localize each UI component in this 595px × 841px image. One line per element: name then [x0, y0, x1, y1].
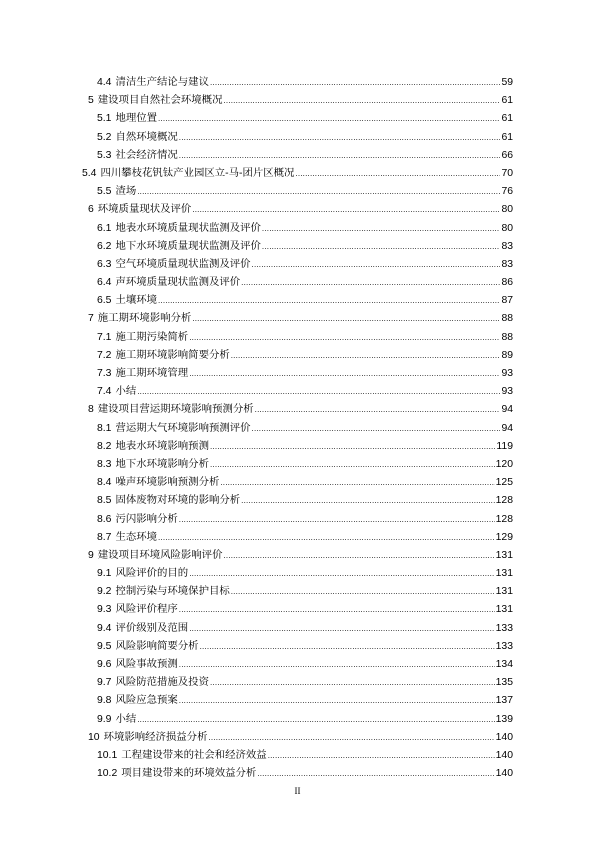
- toc-entry-page-number: 80: [501, 204, 513, 216]
- toc-entry-title: 风险影响简要分析: [115, 640, 199, 652]
- toc-entry-title: 地表水环境质量现状监测及评价: [115, 222, 261, 234]
- toc-entry-page-number: 140: [495, 768, 513, 780]
- toc-entry-number: 6.2: [97, 240, 112, 252]
- toc-dot-leader: [158, 110, 500, 128]
- toc-dot-leader: [241, 492, 495, 510]
- toc-entry-title: 小结: [115, 386, 137, 398]
- toc-entry-page-number: 61: [501, 131, 513, 143]
- toc-section-entry[interactable]: [82, 492, 513, 510]
- toc-entry-title: 地表水环境影响预测: [115, 440, 209, 452]
- toc-entry-page-number: 70: [501, 167, 513, 179]
- toc-entry-number: 10.1: [97, 749, 118, 761]
- toc-section-entry[interactable]: [82, 74, 513, 92]
- toc-dot-leader: [189, 565, 494, 583]
- toc-section-entry[interactable]: [82, 220, 513, 238]
- toc-section-entry[interactable]: [82, 565, 513, 583]
- toc-entry-number: 5.2: [97, 131, 112, 143]
- toc-entry-title: 渣场: [115, 186, 137, 198]
- toc-entry-page-number: 89: [501, 349, 513, 361]
- toc-chapter-entry[interactable]: [82, 92, 513, 110]
- toc-dot-leader: [179, 511, 495, 529]
- toc-dot-leader: [179, 129, 501, 147]
- toc-section-entry[interactable]: [82, 438, 513, 456]
- toc-entry-title: 环境影响经济损益分析: [103, 731, 208, 743]
- toc-entry-page-number: 93: [501, 368, 513, 379]
- toc-entry-number: 9.9: [97, 713, 112, 725]
- toc-entry-page-number: 119: [496, 440, 513, 452]
- toc-section-entry[interactable]: [82, 511, 513, 529]
- toc-entry-page-number: 88: [501, 313, 513, 325]
- toc-dot-leader: [189, 620, 494, 638]
- toc-section-entry[interactable]: [82, 583, 513, 601]
- toc-section-entry[interactable]: [82, 383, 513, 401]
- toc-entry-title: 施工期环境影响分析: [97, 313, 192, 325]
- toc-dot-leader: [192, 310, 500, 328]
- toc-entry-page-number: 140: [495, 731, 513, 743]
- toc-entry-title: 施工期环境管理: [115, 368, 189, 379]
- toc-section-entry[interactable]: [82, 747, 513, 765]
- toc-entry-page-number: 83: [501, 240, 513, 252]
- toc-entry-title: 清洁生产结论与建议: [115, 77, 209, 88]
- toc-entry-page-number: 86: [501, 277, 513, 289]
- toc-entry-number: 6.4: [97, 277, 112, 289]
- toc-entry-page-number: 137: [495, 695, 513, 707]
- toc-entry-number: 9.3: [97, 604, 112, 616]
- toc-entry-title: 建设项目自然社会环境概况: [97, 95, 223, 107]
- toc-entry-number: 5.5: [97, 186, 112, 198]
- toc-dot-leader: [210, 456, 495, 474]
- toc-entry-page-number: 125: [495, 477, 513, 489]
- toc-entry-title: 社会经济情况: [115, 149, 178, 161]
- toc-dot-leader: [192, 201, 500, 219]
- toc-dot-leader: [268, 747, 495, 765]
- toc-entry-page-number: 134: [495, 659, 513, 670]
- toc-entry-number: 9.2: [97, 586, 112, 598]
- toc-dot-leader: [257, 765, 494, 783]
- toc-chapter-entry[interactable]: [82, 729, 513, 747]
- toc-entry-number: 5: [88, 95, 94, 107]
- toc-section-entry[interactable]: [82, 656, 513, 674]
- toc-dot-leader: [137, 711, 494, 729]
- toc-entry-number: 6.5: [97, 295, 112, 307]
- toc-entry-title: 施工期环境影响简要分析: [115, 349, 230, 361]
- toc-dot-leader: [255, 401, 501, 419]
- toc-entry-page-number: 120: [495, 458, 513, 470]
- toc-dot-leader: [220, 474, 494, 492]
- toc-entry-page-number: 87: [501, 295, 513, 307]
- toc-chapter-entry[interactable]: [82, 310, 513, 328]
- toc-entry-page-number: 133: [495, 622, 513, 634]
- toc-section-entry[interactable]: [82, 692, 513, 710]
- toc-entry-page-number: 131: [495, 586, 513, 598]
- toc-entry-title: 控制污染与环境保护目标: [115, 586, 230, 598]
- toc-section-entry[interactable]: [82, 256, 513, 274]
- toc-entry-number: 9.7: [97, 677, 112, 689]
- toc-entry-title: 风险事故预测: [115, 659, 178, 670]
- toc-section-entry[interactable]: [82, 183, 513, 201]
- toc-entry-number: 10: [88, 731, 100, 743]
- toc-chapter-entry[interactable]: [82, 547, 513, 565]
- toc-dot-leader: [262, 220, 501, 238]
- toc-entry-number: 9.1: [97, 568, 112, 580]
- toc-entry-number: 6.1: [97, 222, 112, 234]
- toc-section-entry[interactable]: [82, 238, 513, 256]
- toc-entry-page-number: 94: [501, 422, 513, 434]
- toc-dot-leader: [210, 74, 500, 92]
- toc-section-entry[interactable]: [82, 674, 513, 692]
- toc-entry-number: 7.2: [97, 349, 112, 361]
- toc-section-entry[interactable]: [82, 165, 513, 183]
- toc-entry-page-number: 128: [495, 495, 513, 507]
- toc-entry-number: 5.3: [97, 149, 112, 161]
- toc-entry-page-number: 131: [495, 604, 513, 616]
- toc-entry-number: 8.7: [97, 531, 112, 543]
- toc-entry-number: 8.3: [97, 458, 112, 470]
- toc-dot-leader: [210, 674, 495, 692]
- toc-entry-title: 营运期大气环境影响预测评价: [115, 422, 251, 434]
- toc-entry-page-number: 131: [495, 568, 513, 580]
- toc-entry-title: 地下水环境质量现状监测及评价: [115, 240, 261, 252]
- toc-entry-page-number: 139: [495, 713, 513, 725]
- toc-dot-leader: [189, 365, 500, 383]
- toc-section-entry[interactable]: [82, 456, 513, 474]
- toc-section-entry[interactable]: [82, 765, 513, 783]
- toc-entry-page-number: 135: [495, 677, 513, 689]
- toc-entry-title: 声环境质量现状监测及评价: [115, 277, 241, 289]
- toc-entry-number: 7.1: [97, 331, 112, 343]
- toc-chapter-entry[interactable]: [82, 201, 513, 219]
- toc-entry-page-number: 133: [495, 640, 513, 652]
- toc-section-entry[interactable]: [82, 347, 513, 365]
- toc-entry-title: 固体废物对环境的影响分析: [115, 495, 241, 507]
- toc-entry-number: 9.8: [97, 695, 112, 707]
- toc-entry-page-number: 61: [501, 113, 513, 125]
- toc-entry-page-number: 66: [501, 149, 513, 161]
- toc-dot-leader: [252, 420, 501, 438]
- toc-dot-leader: [295, 165, 500, 183]
- toc-dot-leader: [179, 601, 495, 619]
- toc-section-entry[interactable]: [82, 274, 513, 292]
- toc-section-entry[interactable]: [82, 147, 513, 165]
- toc-entry-title: 评价级别及范围: [115, 622, 189, 634]
- toc-entry-title: 项目建设带来的环境效益分析: [121, 768, 257, 780]
- toc-dot-leader: [179, 656, 495, 674]
- toc-entry-title: 风险评价程序: [115, 604, 178, 616]
- toc-entry-number: 10.2: [97, 768, 118, 780]
- toc-dot-leader: [179, 692, 495, 710]
- toc-entry-number: 9: [88, 549, 94, 561]
- toc-dot-leader: [137, 383, 500, 401]
- toc-entry-number: 4.4: [97, 77, 112, 88]
- toc-entry-title: 环境质量现状及评价: [97, 204, 192, 216]
- toc-entry-page-number: 94: [501, 404, 513, 416]
- toc-entry-title: 风险评价的目的: [115, 568, 189, 580]
- toc-entry-page-number: 93: [501, 386, 513, 398]
- toc-dot-leader: [179, 147, 501, 165]
- toc-dot-leader: [252, 256, 501, 274]
- toc-entry-page-number: 83: [501, 258, 513, 270]
- toc-section-entry[interactable]: [82, 129, 513, 147]
- toc-entry-number: 8.2: [97, 440, 112, 452]
- toc-entry-number: 8.6: [97, 513, 112, 525]
- toc-entry-title: 自然环境概况: [115, 131, 178, 143]
- toc-entry-title: 地理位置: [115, 113, 158, 125]
- toc-entry-page-number: 61: [501, 95, 513, 107]
- toc-entry-page-number: 80: [501, 222, 513, 234]
- toc-entry-title: 风险防范措施及投资: [115, 677, 209, 689]
- toc-entry-page-number: 59: [501, 77, 513, 88]
- toc-section-entry[interactable]: [82, 620, 513, 638]
- toc-dot-leader: [223, 92, 500, 110]
- toc-entry-title: 噪声环境影响预测分析: [115, 477, 220, 489]
- toc-entry-number: 9.4: [97, 622, 112, 634]
- toc-entry-title: 四川攀枝花钒钛产业园区立-马-团片区概况: [100, 167, 295, 179]
- toc-section-entry[interactable]: [82, 365, 513, 383]
- toc-entry-page-number: 129: [495, 531, 513, 543]
- toc-dot-leader: [231, 583, 495, 601]
- toc-dot-leader: [208, 729, 494, 747]
- toc-entry-number: 5.1: [97, 113, 112, 125]
- toc-section-entry[interactable]: [82, 601, 513, 619]
- toc-section-entry[interactable]: [82, 638, 513, 656]
- toc-section-entry[interactable]: [82, 711, 513, 729]
- toc-entry-title: 施工期污染简析: [115, 331, 189, 343]
- toc-chapter-entry[interactable]: [82, 401, 513, 419]
- toc-entry-number: 7.3: [97, 368, 112, 379]
- toc-entry-number: 8: [88, 404, 94, 416]
- toc-dot-leader: [158, 529, 495, 547]
- toc-dot-leader: [223, 547, 494, 565]
- toc-entry-number: 9.5: [97, 640, 112, 652]
- toc-entry-title: 风险应急预案: [115, 695, 178, 707]
- toc-entry-number: 7.4: [97, 386, 112, 398]
- toc-entry-page-number: 128: [495, 513, 513, 525]
- toc-dot-leader: [137, 183, 500, 201]
- toc-entry-title: 地下水环境影响分析: [115, 458, 209, 470]
- table-of-contents: [82, 74, 513, 783]
- toc-dot-leader: [200, 638, 495, 656]
- toc-section-entry[interactable]: [82, 110, 513, 128]
- toc-section-entry[interactable]: [82, 474, 513, 492]
- toc-dot-leader: [189, 329, 500, 347]
- toc-entry-title: 小结: [115, 713, 137, 725]
- toc-entry-title: 污闪影响分析: [115, 513, 178, 525]
- toc-entry-title: 工程建设带来的社会和经济效益: [121, 749, 267, 761]
- toc-entry-title: 空气环境质量现状监测及评价: [115, 258, 251, 270]
- toc-entry-number: 8.5: [97, 495, 112, 507]
- toc-entry-number: 9.6: [97, 659, 112, 670]
- toc-section-entry[interactable]: [82, 329, 513, 347]
- toc-entry-page-number: 131: [495, 549, 513, 561]
- toc-entry-number: 6.3: [97, 258, 112, 270]
- toc-section-entry[interactable]: [82, 529, 513, 547]
- toc-entry-title: 建设项目营运期环境影响预测分析: [97, 404, 254, 416]
- toc-dot-leader: [231, 347, 501, 365]
- toc-entry-number: 8.1: [97, 422, 112, 434]
- toc-entry-title: 建设项目环境风险影响评价: [97, 549, 223, 561]
- toc-dot-leader: [262, 238, 501, 256]
- toc-entry-title: 生态环境: [115, 531, 158, 543]
- toc-entry-number: 6: [88, 204, 94, 216]
- toc-dot-leader: [158, 292, 500, 310]
- toc-entry-page-number: 76: [501, 186, 513, 198]
- toc-section-entry[interactable]: [82, 420, 513, 438]
- toc-entry-number: 7: [88, 313, 94, 325]
- toc-entry-title: 土壤环境: [115, 295, 158, 307]
- page-number-footer: II: [294, 786, 301, 796]
- toc-entry-page-number: 88: [501, 331, 513, 343]
- toc-entry-page-number: 140: [495, 749, 513, 761]
- toc-section-entry[interactable]: [82, 292, 513, 310]
- toc-entry-number: 5.4: [82, 167, 97, 179]
- toc-entry-number: 8.4: [97, 477, 112, 489]
- toc-dot-leader: [241, 274, 500, 292]
- toc-dot-leader: [210, 438, 495, 456]
